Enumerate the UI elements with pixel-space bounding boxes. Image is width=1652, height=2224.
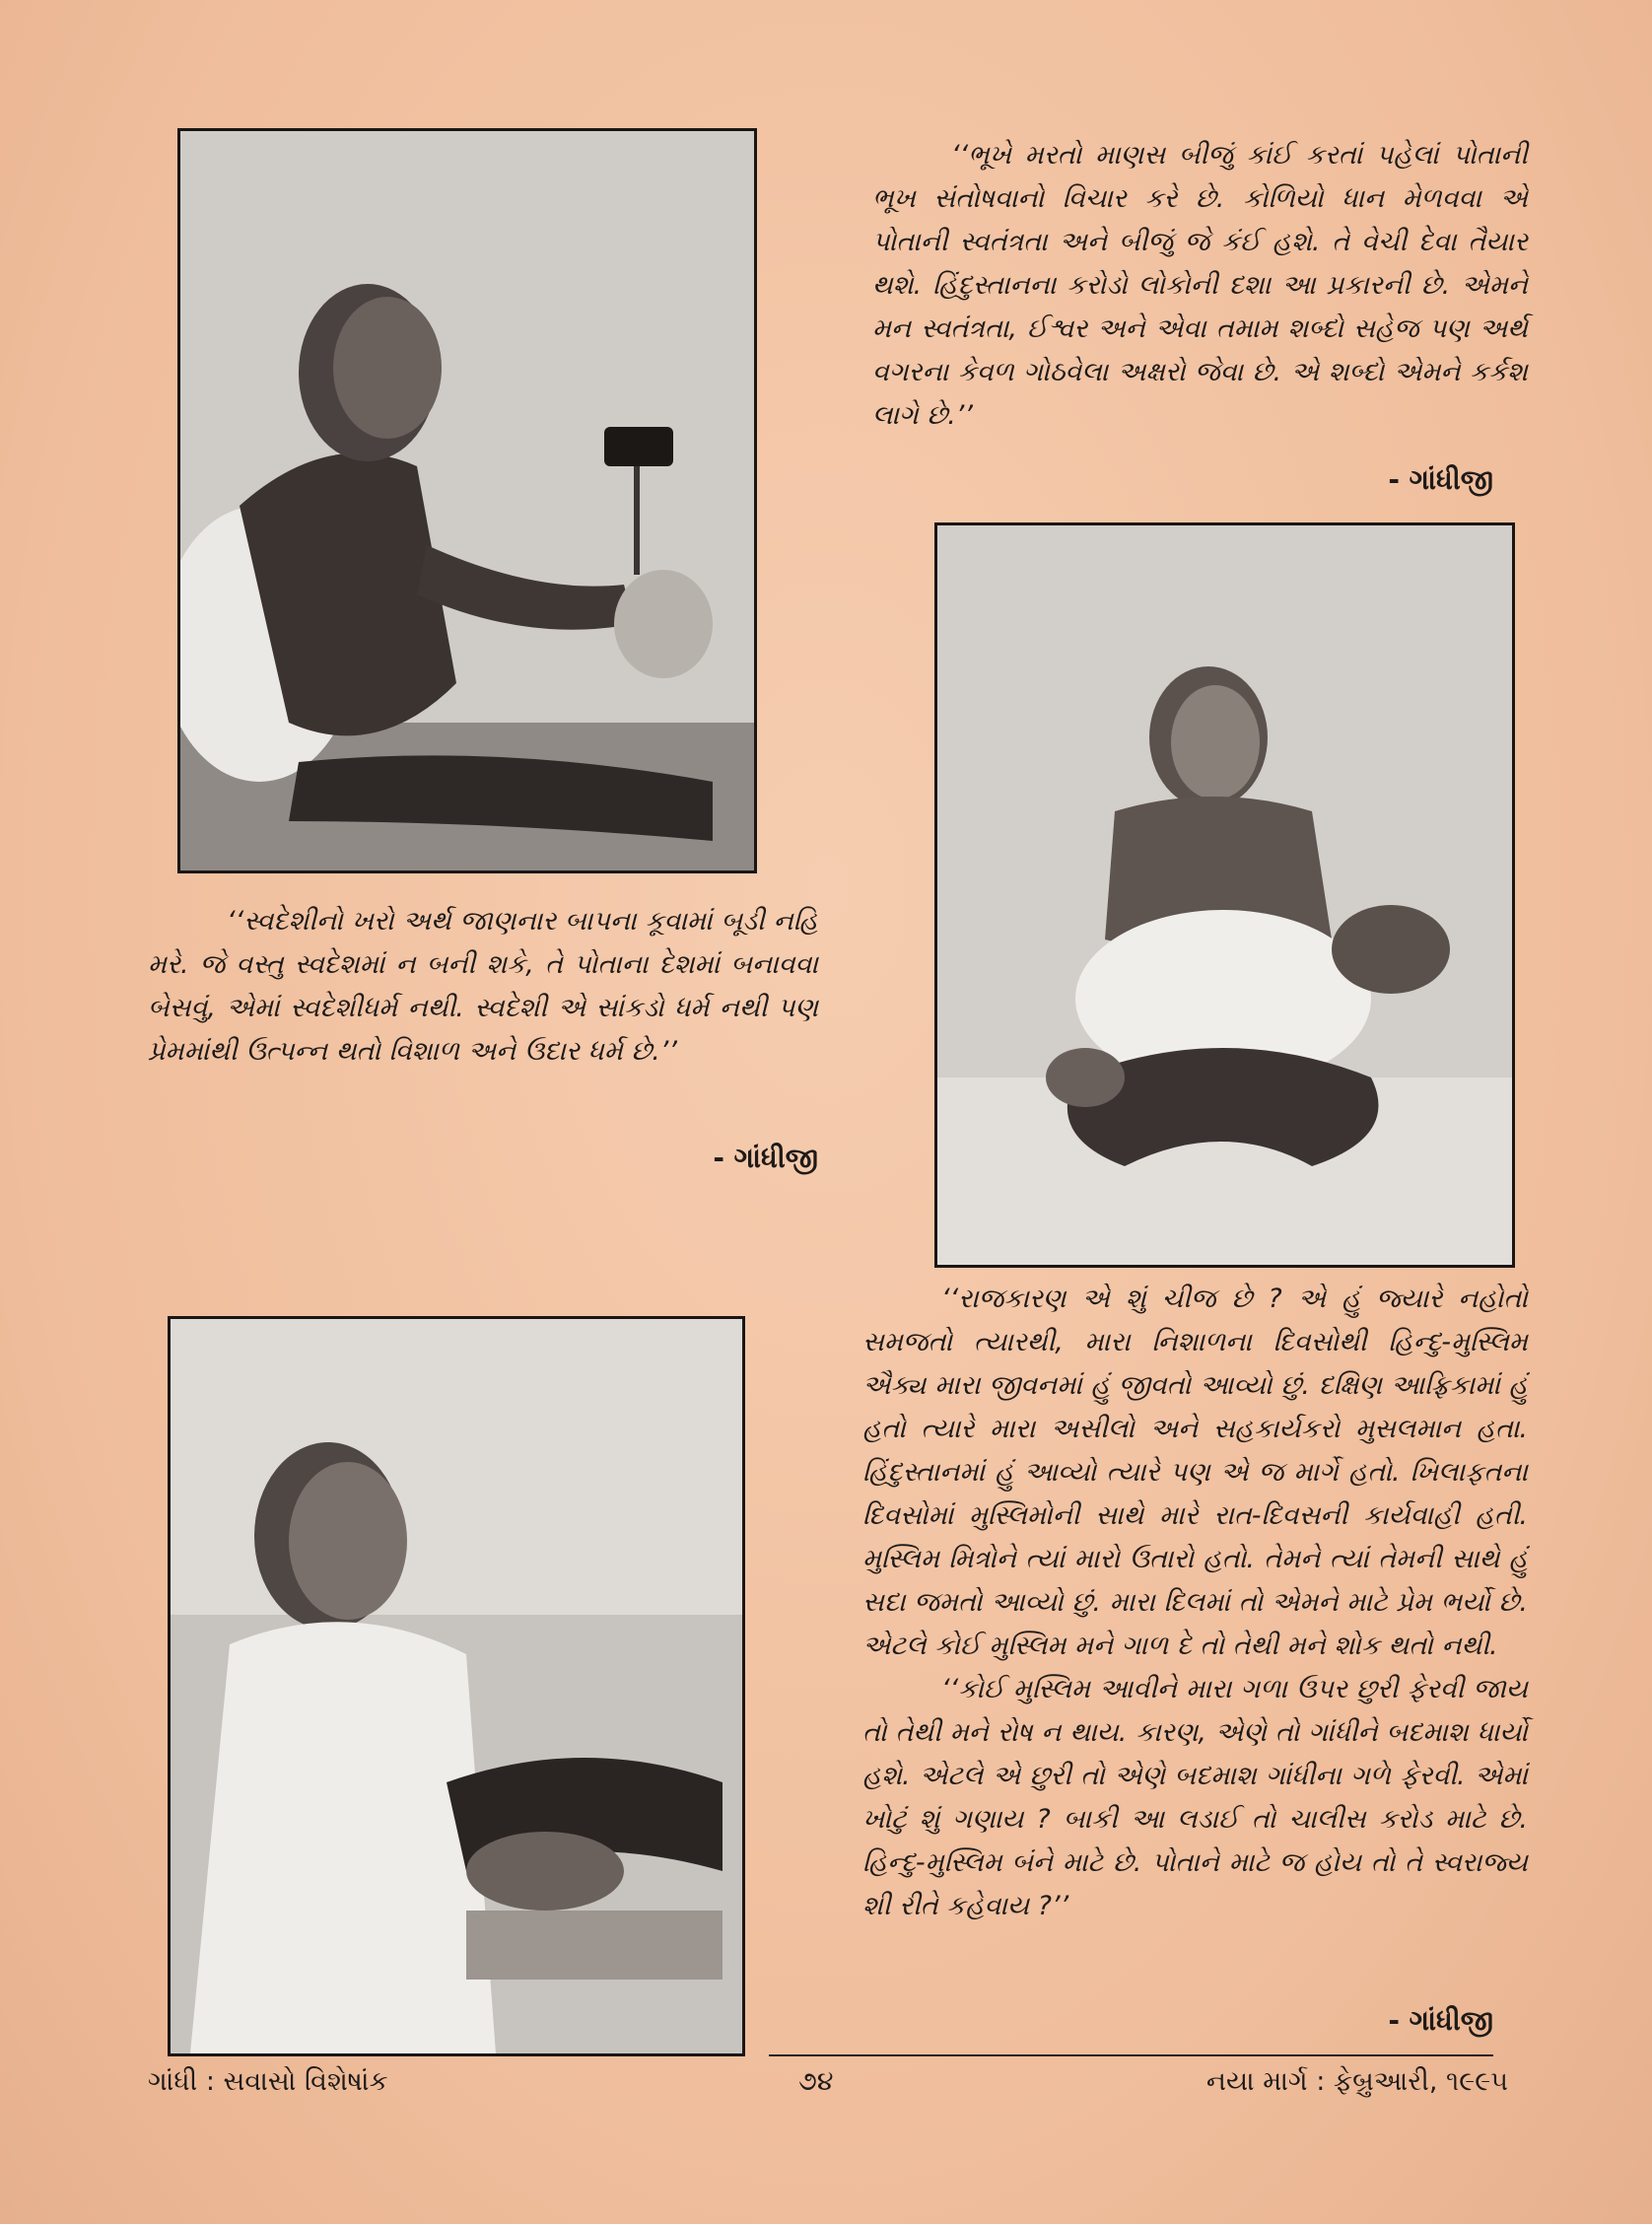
footer-rule — [769, 2054, 1493, 2056]
photo-reading — [168, 1316, 745, 2056]
photo-seated-image — [937, 525, 1512, 1265]
quote-hunger-attribution: - ગાંધીજી — [1388, 463, 1493, 496]
quote-hunger-text: ‘‘ભૂખે મરતો માણસ બીજું કાંઈ કરતાં પહેલાં પોતાની ભૂખ સંતોષવાનો વિચાર કરે છે. કોળિયો ધાન મેળવવા એ પોતાની સ્વતંત્રતા અને બીજું જે કંઈ હશે. તે વેચી દેવા તૈયાર થશે. હિંદુસ્તાનના કરોડો લોકોની દશા આ પ્રકારની છે. એમને મન સ્વતંત્રતા, ઈશ્વર અને એવા તમામ શબ્દો સહેજ પણ અર્થ વગરના કેવળ ગોઠવેલા અક્ષરો જેવા છે. એ શબ્દો એમને કર્કશ લાગે છે.’’ — [872, 140, 1528, 431]
photo-reclining — [177, 128, 757, 873]
photo-reading-image — [171, 1319, 742, 2053]
quote-unity — [862, 1278, 1528, 1928]
quote-unity-para1: ‘‘રાજકારણ એ શું ચીજ છે ? એ હું જ્યારે નહોતો સમજતો ત્યારથી, મારા નિશાળના દિવસોથી હિન્દુ-મુસ્લિમ ઐક્ય મારા જીવનમાં હું જીવતો આવ્યો છું. દક્ષિણ આફ્રિકામાં હું હતો ત્યારે મારા અસીલો અને સહકાર્યકરો મુસલમાન હતા. હિંદુસ્તાનમાં હું આવ્યો ત્યારે પણ એ જ માર્ગે હતો. ખિલાફતના દિવસોમાં મુસ્લિમોની સાથે મારે રાત-દિવસની કાર્યવાહી હતી. મુસ્લિમ મિત્રોને ત્યાં મારો ઉતારો હતો. તેમને ત્યાં તેમની સાથે હું સદા જમતો આવ્યો છું. મારા દિલમાં તો એમને માટે પ્રેમ ભર્યો છે. એટલે કોઈ મુસ્લિમ મને ગાળ દે તો તેથી મને શોક થતો નથી. — [862, 1284, 1528, 1661]
quote-swadeshi-text: ‘‘સ્વદેશીનો ખરો અર્થ જાણનાર બાપના કૂવામાં બૂડી નહિ મરે. જે વસ્તુ સ્વદેશમાં ન બની શકે, તે પોતાના દેશમાં બનાવવા બેસવું, એમાં સ્વદેશીધર્મ નથી. સ્વદેશી એ સાંકડો ધર્મ નથી પણ પ્રેમમાંથી ઉત્પન્ન થતો વિશાળ અને ઉદાર ધર્મ છે.’’ — [148, 906, 818, 1067]
quote-swadeshi-attribution: - ગાંધીજી — [713, 1142, 818, 1174]
quote-hunger — [872, 134, 1528, 438]
quote-unity-attribution: - ગાંધીજી — [1388, 2004, 1493, 2037]
page-number: ૭૪ — [798, 2066, 834, 2097]
quote-unity-para2: ‘‘કોઈ મુસ્લિમ આવીને મારા ગળા ઉપર છુરી ફેરવી જાય તો તેથી મને રોષ ન થાય. કારણ, એણે તો ગાંધીને બદમાશ ધાર્યો હશે. એટલે એ છુરી તો એણે બદમાશ ગાંધીના ગળે ફેરવી. એમાં ખોટું શું ગણાય ? બાકી આ લડાઈ તો ચાલીસ કરોડ માટે છે. હિન્દુ-મુસ્લિમ બંને માટે છે. પોતાને માટે જ હોય તો તે સ્વરાજ્ય શી રીતે કહેવાય ?’’ — [862, 1674, 1528, 1921]
photo-seated — [934, 522, 1515, 1268]
footer-issue: નયા માર્ગ : ફેબ્રુઆરી, ૧૯૯૫ — [1205, 2066, 1508, 2097]
quote-swadeshi — [148, 900, 818, 1074]
photo-reclining-image — [180, 131, 754, 870]
page-footer — [148, 2066, 1508, 2106]
footer-publication: ગાંધી : સવાસો વિશેષાંક — [148, 2066, 388, 2097]
